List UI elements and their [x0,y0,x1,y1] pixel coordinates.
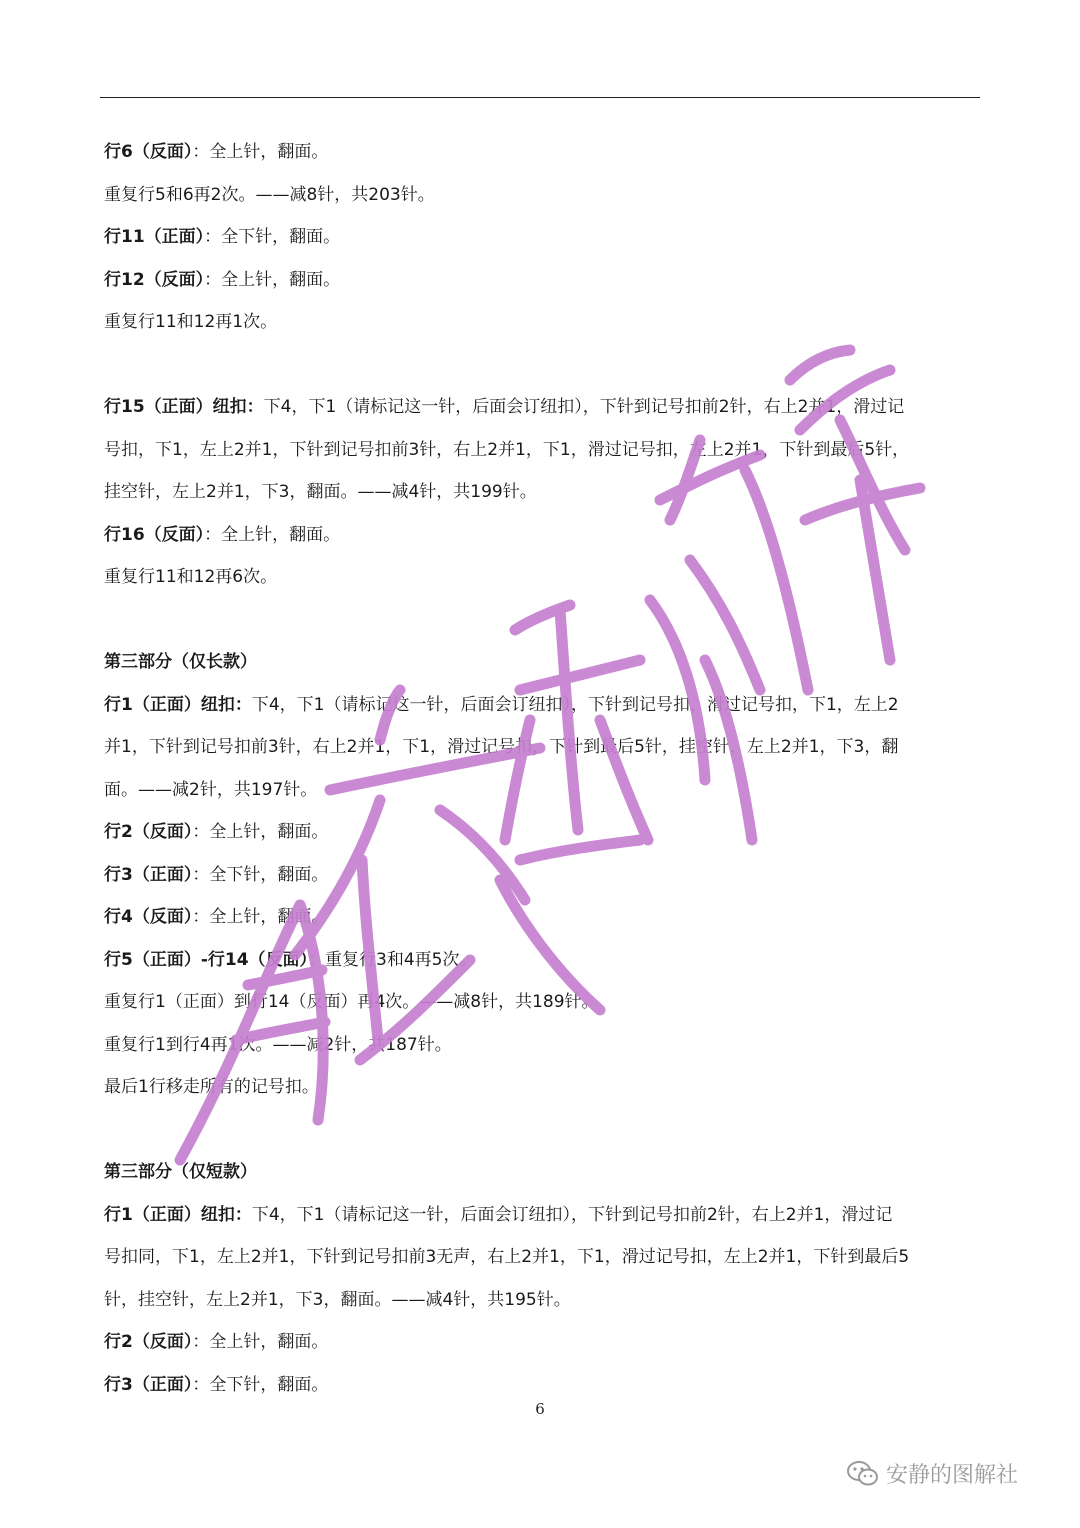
row-instruction: 重复行11和12再1次。 [104,312,278,332]
text-line [104,1024,984,1067]
row-label: 行4（反面） [104,907,193,927]
row-instruction: 并1，下针到记号扣前3针，右上2并1，下1，滑过记号扣，下针到最后5针，挂空针，左上2并1，下3，翻 [104,737,899,757]
footer-watermark [846,1458,1018,1489]
text-line [104,556,984,599]
text-line [104,939,984,982]
row-instruction: 下4，下1（请标记这一针，后面会订纽扣），下针到记号扣，滑过记号扣，下1，左上2 [251,694,899,715]
row-instruction: ：全上针，翻面。 [192,907,329,927]
text-line [104,1321,984,1364]
row-label: 行3（正面） [104,1374,193,1395]
row-label: 行3（正面） [104,864,193,885]
text-line [104,216,984,259]
row-instruction: ：全上针，翻面。 [204,524,341,545]
row-label: 行2（反面） [104,1332,193,1352]
footer-account-name: 安静的图解社 [886,1463,1019,1488]
paragraph-gap [104,1109,984,1152]
row-instruction: 最后1行移走所有的记号扣。 [104,1077,319,1097]
text-line [104,471,984,514]
text-line [104,301,984,344]
page-number: 6 [535,1400,545,1418]
row-label: 行1（正面）纽扣： [104,694,252,715]
row-label: 行15（正面）纽扣： [104,397,264,417]
row-instruction: ：全上针，翻面。 [204,269,341,290]
text-line [104,386,984,429]
row-instruction: ：全上针，翻面。 [192,822,329,842]
document-body [104,131,984,1406]
text-line [104,854,984,897]
text-line [104,174,984,217]
row-label: 行1（正面）纽扣： [104,1204,252,1225]
row-label: 行5（正面）-行14（反面） [104,949,309,970]
wechat-icon [846,1459,880,1489]
section-title: 第三部分（仅短款） [104,1162,257,1182]
text-line [104,259,984,302]
paragraph-gap [104,344,984,387]
text-line [104,811,984,854]
text-line [104,684,984,727]
row-instruction: 面。——减2针，共197针。 [104,779,318,800]
text-line [104,896,984,939]
row-instruction: 下4，下1（请标记这一针，后面会订纽扣），下针到记号扣前2针，右上2并1，滑过记 [251,1204,893,1225]
text-line [104,1279,984,1322]
text-line [104,514,984,557]
row-instruction: 重复行1到行4再1次。——减2针，共187针。 [104,1034,452,1055]
row-instruction: 挂空针，左上2并1，下3，翻面。——减4针，共199针。 [104,482,537,502]
row-label: 行2（反面） [104,822,193,842]
row-instruction: ：全下针，翻面。 [192,1374,329,1395]
row-label: 行16（反面） [104,524,205,545]
section-heading [104,1151,984,1194]
text-line [104,769,984,812]
row-label: 行12（反面） [104,269,205,290]
text-line [104,131,984,174]
row-instruction: ：全上针，翻面。 [192,1332,329,1352]
row-instruction: 重复行1（正面）到行14（反面）再4次。——减8针，共189针。 [104,992,599,1012]
row-instruction: 号扣同，下1，左上2并1，下针到记号扣前3无声，右上2并1，下1，滑过记号扣，左上2并1，下针到最后5 [104,1247,910,1267]
text-line [104,429,984,472]
text-line [104,726,984,769]
section-heading [104,641,984,684]
row-instruction: ：全上针，翻面。 [192,142,329,162]
row-instruction: ：重复行3和4再5次。 [308,949,477,970]
text-line [104,1066,984,1109]
paragraph-gap [104,599,984,642]
row-instruction: 下4，下1（请标记这一针，后面会订纽扣），下针到记号扣前2针，右上2并1，滑过记 [263,397,905,417]
row-instruction: ：全下针，翻面。 [192,864,329,885]
row-instruction: 重复行11和12再6次。 [104,567,278,587]
section-title: 第三部分（仅长款） [104,652,257,672]
row-instruction: 重复行5和6再2次。——减8针，共203针。 [104,184,435,205]
row-instruction: ：全下针，翻面。 [204,227,341,247]
text-line [104,1236,984,1279]
row-label: 行6（反面） [104,142,193,162]
row-label: 行11（正面） [104,227,205,247]
row-instruction: 号扣，下1，左上2并1，下针到记号扣前3针，右上2并1，下1，滑过记号扣，左上2并1，下针到最后5针， [104,439,910,460]
header-rule [100,97,980,98]
text-line [104,1194,984,1237]
text-line [104,981,984,1024]
row-instruction: 针，挂空针，左上2并1，下3，翻面。——减4针，共195针。 [104,1289,571,1310]
